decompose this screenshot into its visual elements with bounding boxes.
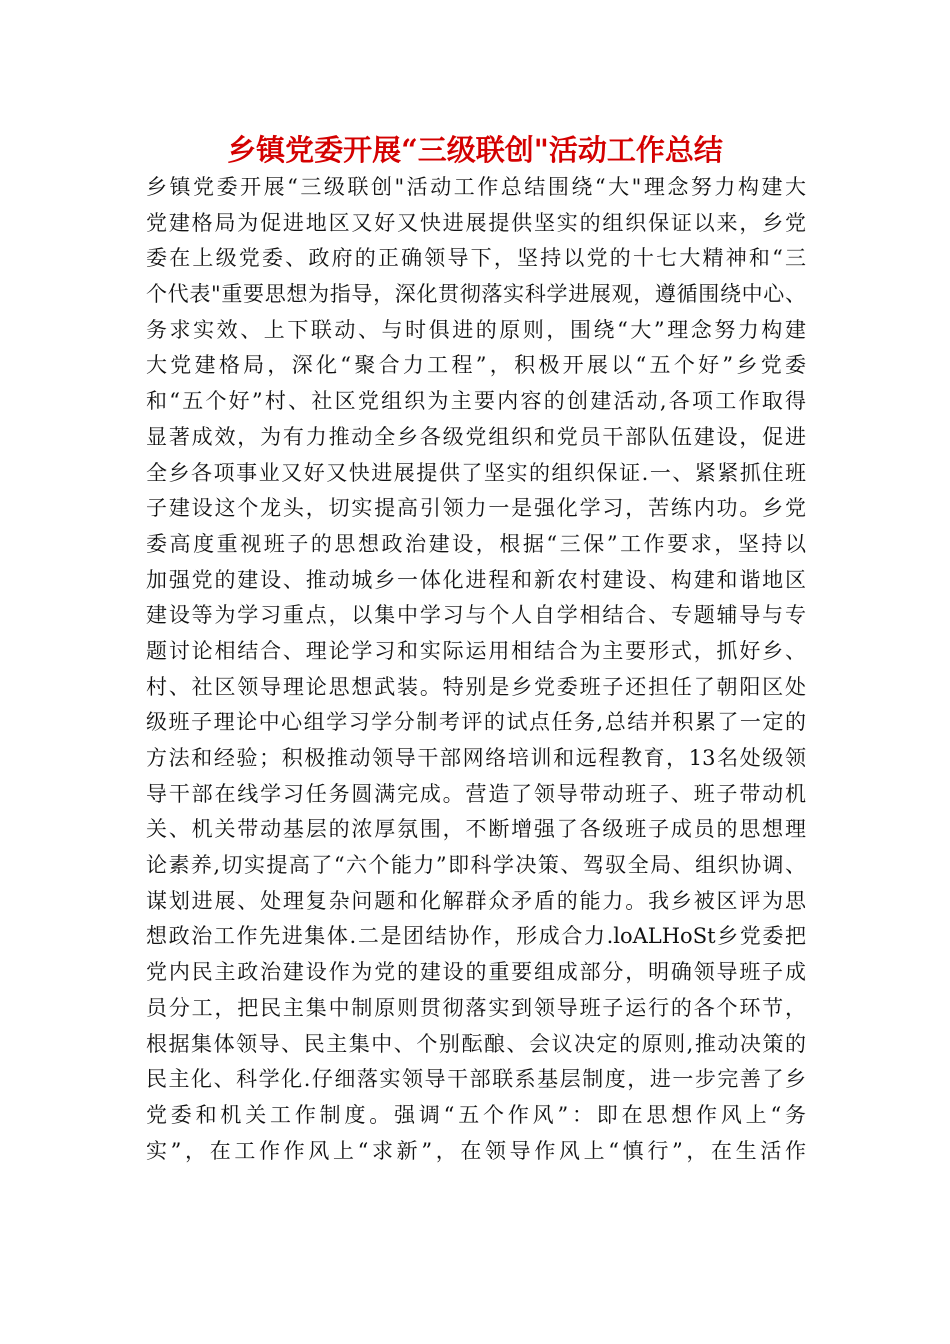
body-line: 显著成效，为有力推动全乡各级党组织和党员干部队伍建设，促进 xyxy=(146,424,806,449)
body-line: 导干部在线学习任务圆满完成。营造了领导带动班子、班子带动机 xyxy=(146,781,806,806)
body-line: 村、社区领导理论思想武装。特别是乡党委班子还担任了朝阳区处 xyxy=(146,674,806,699)
body-line: 加强党的建设、推动城乡一体化进程和新农村建设、构建和谐地区 xyxy=(146,567,806,592)
body-line: 论素养,切实提高了“六个能力”即科学决策、驾驭全局、组织协调、 xyxy=(146,853,806,878)
body-line: 全乡各项事业又好又快进展提供了坚实的组织保证.一、紧紧抓住班 xyxy=(146,460,806,485)
body-line: 题讨论相结合、理论学习和实际运用相结合为主要形式，抓好乡、 xyxy=(146,638,806,663)
body-line: 委高度重视班子的思想政治建设，根据“三保”工作要求，坚持以 xyxy=(146,531,806,556)
body-line: 党建格局为促进地区又好又快进展提供坚实的组织保证以来，乡党 xyxy=(146,210,806,235)
document-body xyxy=(146,170,806,1169)
body-line: 个代表"重要思想为指导，深化贯彻落实科学进展观，遵循围绕中心、 xyxy=(146,282,806,307)
body-line: 党委和机关工作制度。强调“五个作风”：即在思想作风上“务 xyxy=(146,1102,806,1127)
body-line: 委在上级党委、政府的正确领导下，坚持以党的十七大精神和“三 xyxy=(146,246,806,271)
body-line: 实”，在工作作风上“求新”，在领导作风上“慎行”，在生活作 xyxy=(146,1138,806,1163)
body-line: 党内民主政治建设作为党的建设的重要组成部分，明确领导班子成 xyxy=(146,960,806,985)
body-line: 大党建格局，深化“聚合力工程”，积极开展以“五个好”乡党委 xyxy=(146,353,806,378)
body-line: 员分工，把民主集中制原则贯彻落实到领导班子运行的各个环节， xyxy=(146,995,806,1020)
body-line: 级班子理论中心组学习学分制考评的试点任务,总结并积累了一定的 xyxy=(146,710,806,735)
document-title: 乡镇党委开展“三级联创"活动工作总结 xyxy=(227,133,723,167)
body-line: 谋划进展、处理复杂问题和化解群众矛盾的能力。我乡被区评为思 xyxy=(146,888,806,913)
body-line: 乡镇党委开展“三级联创"活动工作总结围绕“大"理念努力构建大 xyxy=(146,175,806,199)
body-line: 和“五个好”村、社区党组织为主要内容的创建活动,各项工作取得 xyxy=(146,389,806,414)
body-line: 民主化、科学化.仔细落实领导干部联系基层制度，进一步完善了乡 xyxy=(146,1067,806,1092)
body-line: 建设等为学习重点，以集中学习与个人自学相结合、专题辅导与专 xyxy=(146,603,806,628)
body-line: 方法和经验；积极推动领导干部网络培训和远程教育，13名处级领 xyxy=(146,746,806,770)
body-line: 想政治工作先进集体.二是团结协作，形成合力.loALHoSt乡党委把 xyxy=(146,924,806,949)
body-line: 关、机关带动基层的浓厚氛围，不断增强了各级班子成员的思想理 xyxy=(146,817,806,842)
body-line: 根据集体领导、民主集中、个别酝酿、会议决定的原则,推动决策的 xyxy=(146,1031,806,1056)
body-line: 子建设这个龙头，切实提高引领力一是强化学习，苦练内功。乡党 xyxy=(146,496,806,521)
body-line: 务求实效、上下联动、与时俱进的原则，围绕“大”理念努力构建 xyxy=(146,317,806,342)
